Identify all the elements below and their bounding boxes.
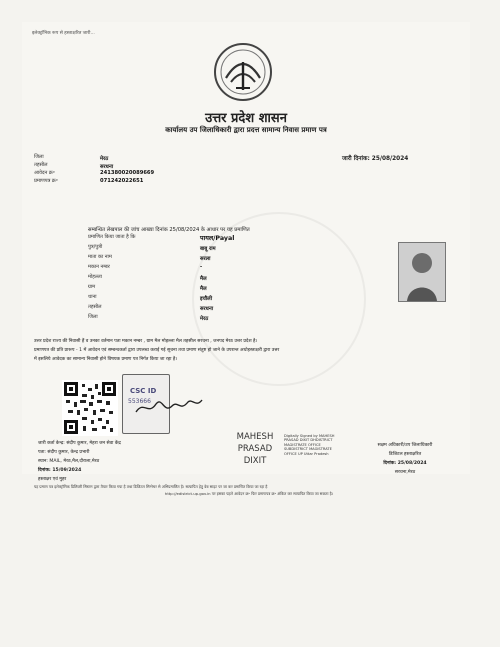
meta-value: 071242022651	[100, 178, 144, 184]
meta-label: प्रमाणपत्र क्र॰	[34, 178, 58, 184]
field-value: मेरठ	[200, 316, 209, 322]
field-value: मैल	[200, 286, 207, 292]
meta-value: मेरठ	[100, 156, 109, 162]
authority-line: सरधना,मेरठ	[394, 470, 416, 475]
field-label: थाना	[88, 294, 97, 300]
signer-name-line: PRASAD	[237, 444, 273, 454]
field-value: सरला	[200, 256, 211, 262]
body-line: में इसलिये आवेदक का सामान्य निवासी होने विषयक प्रमाण पत्र निर्गत किया जा रहा है।	[34, 357, 178, 362]
body-line: उत्तर प्रदेश राज्य की निवासी हैं व उनका वर्तमान पता मकान नम्बर , ग्राम मैल मोहल्ला मैल तहसील सरधना , जनपद मेरठ उत्तर प्रदेश है।	[34, 339, 258, 344]
office-title: कार्यालय उप जिलाधिकारी द्वारा प्रदत्त सामान्य निवास प्रमाण पत्र	[165, 126, 327, 134]
footer-url-note: http://edistrict.up.gov.in पर इसका पहले आवेदन क्र॰ फिर प्रमाणपत्र क्र॰ अंकित कर सत्यापित किया जा सकता है।	[164, 491, 334, 496]
issue-date: जारी दिनांक: 25/08/2024	[342, 156, 409, 162]
field-label: जिला	[88, 314, 98, 320]
field-label: तहसील	[88, 304, 102, 310]
handwritten-signature-icon	[134, 394, 204, 418]
field-value: मैल	[200, 276, 207, 282]
signer-name-line: MAHESH	[236, 432, 274, 442]
qr-code-icon	[62, 380, 118, 436]
authority-date: दिनांक: 25/08/2024	[383, 461, 427, 466]
meta-label: जिला	[34, 154, 44, 160]
field-label: माता का नाम	[88, 254, 112, 260]
field-value: बाबू राम	[200, 246, 216, 252]
up-govt-emblem-icon	[208, 40, 278, 104]
applicant-photo	[398, 242, 446, 302]
field-label: पुत्र/पुत्री	[88, 244, 103, 250]
govt-title: उत्तर प्रदेश शासन	[205, 111, 287, 126]
csc-date: दिनांक: 15/09/2024	[38, 468, 82, 473]
signer-name-line: DIXIT	[243, 456, 267, 466]
csc-sign: हस्ताक्षर एवं मुहर	[38, 477, 67, 482]
csc-stamp-num: 553666	[128, 398, 151, 405]
field-label: प्रमाणित किया जाता है कि	[88, 234, 136, 240]
meta-label: तहसील	[34, 162, 48, 168]
footer-note: यह प्रमाण पत्र इलेक्ट्रॉनिक डिलिवरी सिस्टम द्वारा तैयार किया गया है तथा डिजिटल सिग्नेचर से अभिप्रमाणित है। सत्यापित हेतु वेब साइट पर जा कर प्रमाणित किया जा रहा है	[34, 484, 268, 489]
field-label: ग्राम	[88, 284, 96, 290]
body-line: प्रमाणपत्र की प्रति प्रारूप - 1 में आवेदन एवं सम्बन्धकर्ता द्वारा उपलब्ध कराई गई सूचना तथा प्रमाण संतुष्ट हो जाने के उपरान्त अधोहस्ताक्षरी द्वारा उत्तर	[34, 348, 280, 353]
top-note: इलेक्ट्रॉनिक रूप से हस्ताक्षरित जारी...	[32, 31, 95, 36]
csc-line: स्थान: MAIL, मेरठ,मैल,दौराला,मेरठ	[38, 459, 100, 464]
field-value: सरधना	[200, 306, 214, 312]
field-label: मकान नम्बर	[88, 264, 110, 270]
authority-line: डिजिटल हस्ताक्षरित	[388, 452, 422, 457]
field-value: -	[200, 264, 203, 270]
csc-line: पता: संदीप कुमार, केन्द्र प्रभारी	[38, 450, 90, 455]
meta-label: आवेदन क्र॰	[34, 170, 55, 176]
meta-value: 241380020089669	[100, 170, 155, 176]
intro-text: सम्बन्धित लेखपाल की जांच आख्या दिनांक 25/08/2024 के आधार पर यह प्रमाणित	[88, 227, 250, 233]
certificate-page	[22, 22, 470, 496]
meta-value: सरधना	[100, 164, 114, 170]
person-icon	[399, 243, 445, 301]
digital-signature-details: Digitally Signed by MAHESH PRASAD DIXIT DHDISTRICT MAGISTRATE OFFICE SUBDISTRICT MAGISTRATE OFFICE UP Uttar Pradesh	[284, 434, 335, 456]
field-value: पायल/Payal	[200, 235, 235, 242]
csc-line: जारी कर्ता केन्द्र: संदीप कुमार, मेहरा जन सेवा केंद्र	[38, 441, 121, 446]
csc-stamp-id: CSC ID	[130, 387, 157, 395]
field-label: मोहल्ला	[88, 274, 102, 280]
authority-line: सक्षम अधिकारी/उप जिलाधिकारी	[377, 443, 433, 448]
field-value: इचौली	[200, 296, 213, 302]
